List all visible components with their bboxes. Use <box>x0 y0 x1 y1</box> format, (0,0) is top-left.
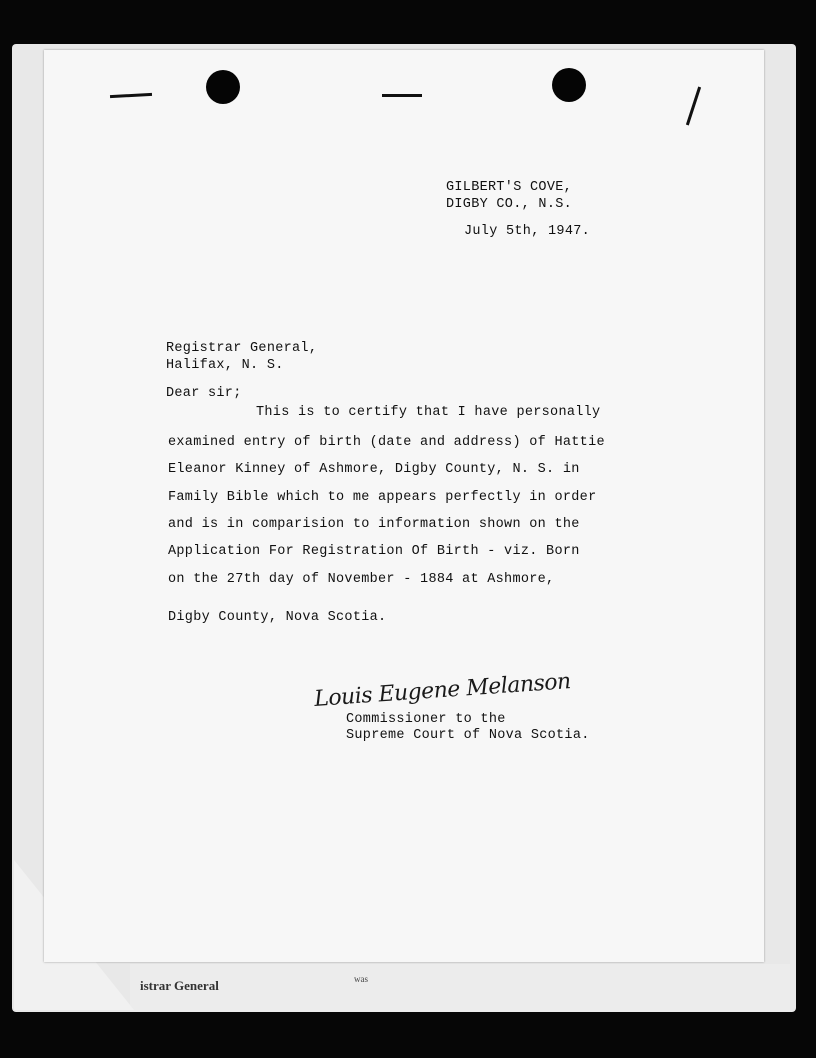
form-was-label: was <box>354 974 368 984</box>
signer-title-line-2: Supreme Court of Nova Scotia. <box>346 728 590 743</box>
punch-hole-right <box>552 68 586 102</box>
salutation: Dear sir; <box>166 386 242 401</box>
place-line-1: GILBERT'S COVE, <box>446 180 573 195</box>
staple-mark-middle <box>382 94 422 97</box>
letter-date: July 5th, 1947. <box>464 224 591 239</box>
recipient-line-1: Registrar General, <box>166 341 318 356</box>
letter-sheet <box>44 50 764 962</box>
body-line: This is to certify that I have personally <box>256 405 601 420</box>
signer-title-line-1: Commissioner to the <box>346 712 506 727</box>
body-line: Digby County, Nova Scotia. <box>168 610 387 625</box>
staple-mark-right <box>686 87 701 126</box>
registrar-general-label: istrar General <box>140 978 219 993</box>
staple-mark-left <box>110 93 152 98</box>
handwritten-signature: Louis Eugene Melanson <box>313 669 572 712</box>
body-line: examined entry of birth (date and address) of Hattie <box>168 435 605 450</box>
place-line-2: DIGBY CO., N.S. <box>446 197 573 212</box>
body-line: Family Bible which to me appears perfectly in order <box>168 490 597 505</box>
recipient-line-2: Halifax, N. S. <box>166 358 284 373</box>
form-bottom-strip <box>130 964 790 1012</box>
body-line: Application For Registration Of Birth - viz. Born <box>168 544 580 559</box>
body-line: on the 27th day of November - 1884 at Ashmore, <box>168 572 555 587</box>
body-line: Eleanor Kinney of Ashmore, Digby County, N. S. in <box>168 462 580 477</box>
body-line: and is in comparision to information shown on the <box>168 517 580 532</box>
punch-hole-left <box>206 70 240 104</box>
